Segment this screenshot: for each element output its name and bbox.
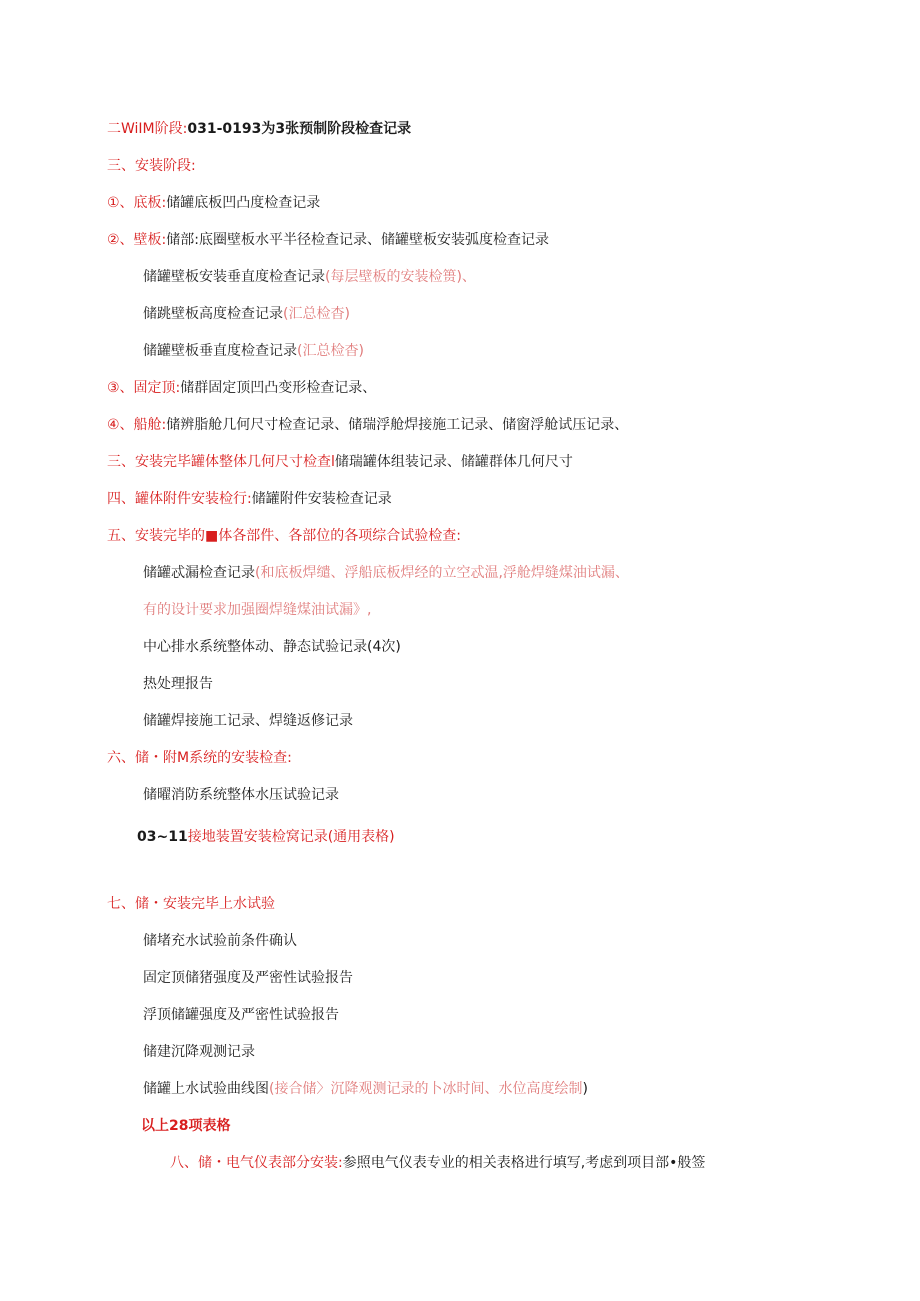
total-forms-line: 以上28项表格 <box>141 1118 231 1134</box>
section-eight-line: 八、储・电气仪表部分安装:参照电气仪表专业的相关表格进行填写,考虑到项目部•般签 <box>170 1155 706 1171</box>
floating-roof-strength-line: 浮顶储罐强度及严密性试验报告 <box>143 1007 339 1023</box>
section-four-heading: 四、罐体附件安装检行: <box>107 491 252 507</box>
section-three-heading: 三、安装阶段: <box>107 158 196 174</box>
item-pontoon-line: ④、船舱:储辨脂舱几何尺寸检查记录、储瑞浮舱焊接施工记录、储窗浮舱试压记录、 <box>107 417 629 433</box>
section-five-heading: 五、安装完毕的■体各部件、各部位的各项综合试验检查: <box>107 528 461 544</box>
settlement-line: 储建沉降观测记录 <box>143 1044 255 1060</box>
drain-test-line: 中心排水系统整体动、静态试验记录(4次) <box>143 639 401 655</box>
item-floor-line <box>107 193 320 213</box>
welding-record-line: 储罐焊接施工记录、焊缝返修记录 <box>143 713 353 729</box>
wall-vertical-install-note: (每层壁板的安装检篑)、 <box>325 269 476 285</box>
section-seven-heading: 七、储・安装完毕上水试验 <box>107 896 275 912</box>
item-floor-text: 储罐底板凹凸度检查记录 <box>166 195 321 211</box>
wall-vertical-note: (汇总检杳) <box>297 343 364 359</box>
leak-test-note-continued: 有的设计要求加强圈焊缝煤油试漏》, <box>143 602 372 618</box>
heat-treatment-line: 热处理报告 <box>143 676 213 692</box>
leak-test-note: (和底板焊缱、浮船底板焊经的立空忒温,浮舱焊缝煤油试漏、 <box>255 565 629 581</box>
item-wall-line <box>107 230 549 250</box>
wall-vertical-line: 储罐壁板垂直度检查记录(汇总检杳) <box>143 343 364 359</box>
item-fixed-roof-heading: ③、固定顶: <box>107 380 181 396</box>
grounding-code: 03~11 <box>137 829 188 845</box>
section-two-text: 031-0193为3张预制阶段检查记录 <box>187 121 412 137</box>
water-curve-note: (接合储〉沉降观测记录的卜冰时间、水位高度绘制 <box>269 1081 583 1097</box>
item-pontoon-heading: ④、船舱: <box>107 417 167 433</box>
grounding-text: 接地装置安装检窝记录(通用表格) <box>187 829 395 845</box>
wall-vertical-install-line: 储罐壁板安装垂直度检查记录(每层壁板的安装检篑)、 <box>143 269 476 285</box>
water-curve-line: 储罐上水试验曲线图(接合储〉沉降观测记录的卜冰时间、水位高度绘制) <box>143 1081 588 1097</box>
section-three-b-heading: 三、安装完毕罐体整体几何尺寸检查l <box>107 454 335 470</box>
fire-system-line: 储曜消防系统整体水压试验记录 <box>143 787 339 803</box>
item-fixed-roof-line: ③、固定顶:储群固定顶凹凸变形检查记录、 <box>107 380 377 396</box>
section-four-line: 四、罐体附件安装检行:储罐附件安装检查记录 <box>107 491 392 507</box>
item-wall-text: 储部:底圈壁板水平半径检查记录、储罐壁板安装弧度检查记录 <box>166 232 549 248</box>
fixed-roof-strength-line: 固定顶储猪强度及严密性试验报告 <box>143 970 353 986</box>
wall-height-line: 储跳壁板高度检查记录(汇总检杳) <box>143 306 350 322</box>
fill-condition-line: 储堵充水试验前条件确认 <box>143 933 297 949</box>
item-floor-heading: ①、底板: <box>107 195 167 211</box>
wall-height-note: (汇总检杳) <box>283 306 350 322</box>
section-two-heading: 二WiIM阶段: <box>107 121 188 137</box>
leak-test-line: 储罐忒漏检查记录(和底板焊缱、浮船底板焊经的立空忒温,浮舱焊缝煤油试漏、 <box>143 565 629 581</box>
item-wall-heading: ②、壁板: <box>107 232 167 248</box>
section-two-line <box>107 119 411 139</box>
section-three-b-line: 三、安装完毕罐体整体几何尺寸检查l储瑞罐体组装记录、储罐群体几何尺寸 <box>107 454 573 470</box>
grounding-line <box>137 827 395 847</box>
section-six-heading: 六、储・附M系统的安装检查: <box>107 750 292 766</box>
section-eight-heading: 八、储・电气仪表部分安装: <box>170 1155 343 1171</box>
